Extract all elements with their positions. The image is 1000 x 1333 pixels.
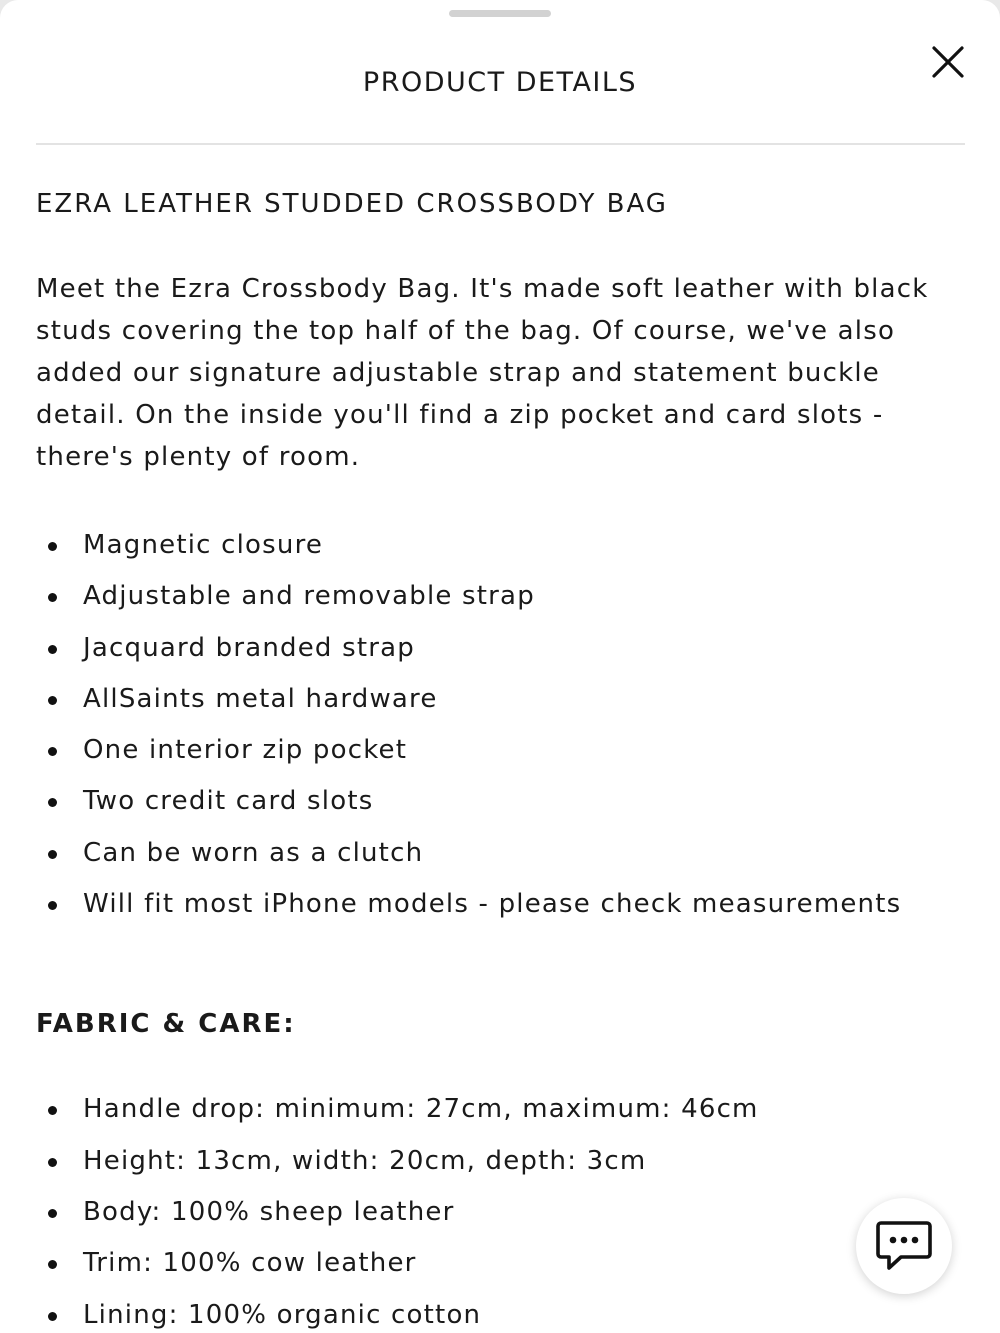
feature-list xyxy=(36,520,966,930)
chat-button[interactable] xyxy=(856,1198,952,1294)
sheet-title: PRODUCT DETAILS xyxy=(362,67,638,98)
list-item: Lining: 100% organic cotton xyxy=(36,1290,966,1333)
list-item: Adjustable and removable strap xyxy=(36,571,966,622)
header-divider xyxy=(36,143,965,145)
product-description: Meet the Ezra Crossbody Bag. It's made soft leather with black studs covering the top half of the bag. Of course, we've also added our signature adjustable strap and statement buckle detail. On the inside you'll find a zip pocket and card slots - there's plenty of room. xyxy=(36,274,929,472)
sheet-grabber-handle[interactable] xyxy=(449,10,551,17)
list-item: Jacquard branded strap xyxy=(36,623,966,674)
close-icon xyxy=(931,45,965,79)
list-item: Will fit most iPhone models - please check measurements xyxy=(36,879,966,930)
list-item: Trim: 100% cow leather xyxy=(36,1238,966,1289)
product-details-content xyxy=(36,186,966,1333)
fabric-care-heading: FABRIC & CARE: xyxy=(36,1009,296,1040)
chat-bubble-icon xyxy=(875,1219,933,1273)
list-item: AllSaints metal hardware xyxy=(36,674,966,725)
product-name: EZRA LEATHER STUDDED CROSSBODY BAG xyxy=(36,189,668,219)
fabric-care-list xyxy=(36,1084,966,1333)
list-item: Handle drop: minimum: 27cm, maximum: 46cm xyxy=(36,1084,966,1135)
list-item: Two credit card slots xyxy=(36,776,966,827)
list-item: One interior zip pocket xyxy=(36,725,966,776)
list-item: Height: 13cm, width: 20cm, depth: 3cm xyxy=(36,1136,966,1187)
close-button[interactable] xyxy=(920,34,976,90)
list-item: Body: 100% sheep leather xyxy=(36,1187,966,1238)
list-item: Magnetic closure xyxy=(36,520,966,571)
list-item: Can be worn as a clutch xyxy=(36,828,966,879)
